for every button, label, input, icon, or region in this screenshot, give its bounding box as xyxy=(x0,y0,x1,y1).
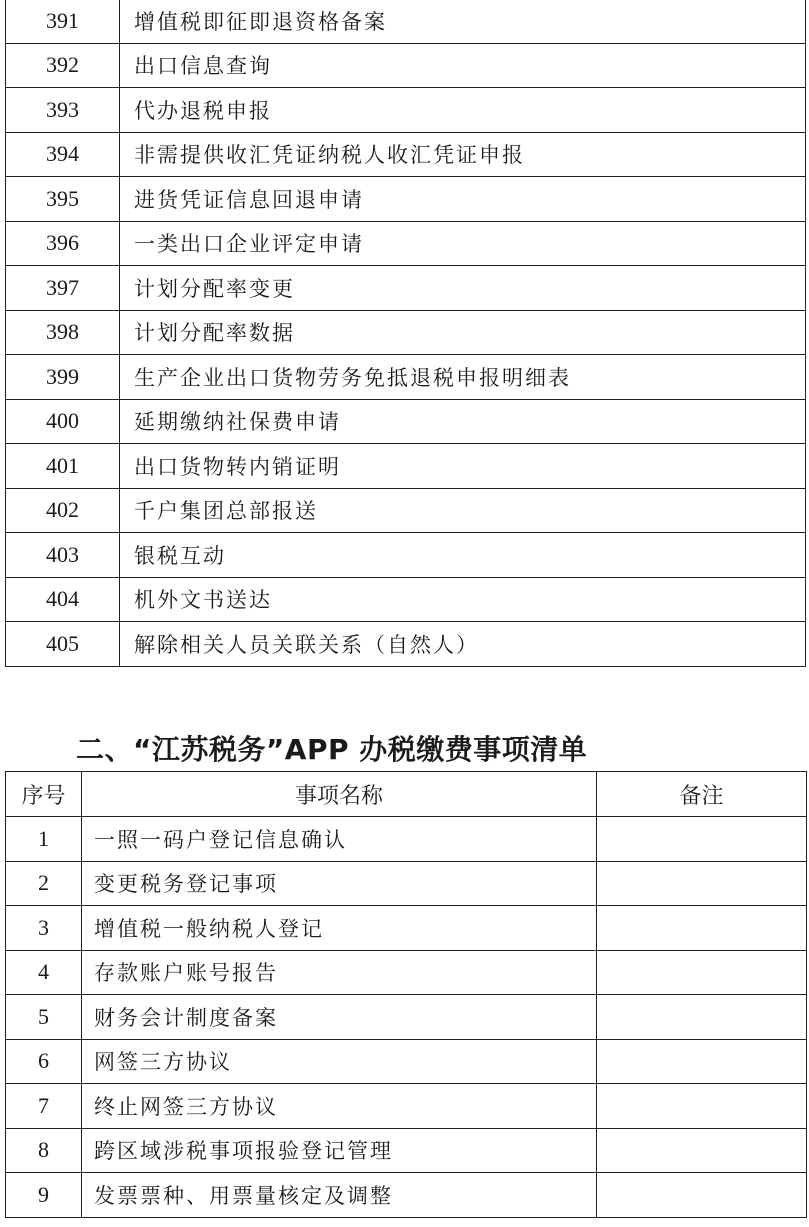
row-number: 400 xyxy=(6,399,120,444)
item-name: 终止网签三方协议 xyxy=(82,1084,597,1129)
remark-cell xyxy=(597,817,807,862)
row-number: 6 xyxy=(6,1039,82,1084)
item-name: 出口货物转内销证明 xyxy=(120,444,806,489)
table-row xyxy=(6,950,807,995)
item-name: 解除相关人员关联关系（自然人） xyxy=(120,622,806,667)
row-number: 399 xyxy=(6,355,120,400)
table-row xyxy=(6,177,806,222)
item-name: 计划分配率数据 xyxy=(120,310,806,355)
row-number: 398 xyxy=(6,310,120,355)
row-number: 8 xyxy=(6,1128,82,1173)
table-row xyxy=(6,221,806,266)
row-number: 392 xyxy=(6,43,120,88)
item-name: 代办退税申报 xyxy=(120,88,806,133)
table-row xyxy=(6,533,806,578)
item-name: 进货凭证信息回退申请 xyxy=(120,177,806,222)
item-name: 非需提供收汇凭证纳税人收汇凭证申报 xyxy=(120,132,806,177)
remark-cell xyxy=(597,1173,807,1218)
section-heading: 二、“江苏税务”APP 办税缴费事项清单 xyxy=(76,733,588,766)
item-name: 生产企业出口货物劳务免抵退税申报明细表 xyxy=(120,355,806,400)
item-name: 网签三方协议 xyxy=(82,1039,597,1084)
table-row xyxy=(6,577,806,622)
table-row xyxy=(6,861,807,906)
table-row xyxy=(6,488,806,533)
row-number: 7 xyxy=(6,1084,82,1129)
table-row xyxy=(6,0,806,43)
item-name: 财务会计制度备案 xyxy=(82,995,597,1040)
remark-cell xyxy=(597,906,807,951)
row-number: 395 xyxy=(6,177,120,222)
item-name: 银税互动 xyxy=(120,533,806,578)
header-remark: 备注 xyxy=(597,772,807,817)
table-header-row xyxy=(6,772,807,817)
row-number: 5 xyxy=(6,995,82,1040)
table-row xyxy=(6,266,806,311)
service-list-table-continued xyxy=(5,0,806,667)
row-number: 391 xyxy=(6,0,120,43)
item-name: 变更税务登记事项 xyxy=(82,861,597,906)
item-name: 一类出口企业评定申请 xyxy=(120,221,806,266)
table-row xyxy=(6,444,806,489)
row-number: 2 xyxy=(6,861,82,906)
row-number: 1 xyxy=(6,817,82,862)
table-row xyxy=(6,622,806,667)
row-number: 405 xyxy=(6,622,120,667)
table-row xyxy=(6,43,806,88)
item-name: 出口信息查询 xyxy=(120,43,806,88)
item-name: 发票票种、用票量核定及调整 xyxy=(82,1173,597,1218)
table-row xyxy=(6,310,806,355)
item-name: 延期缴纳社保费申请 xyxy=(120,399,806,444)
table-row xyxy=(6,88,806,133)
row-number: 401 xyxy=(6,444,120,489)
header-item-name: 事项名称 xyxy=(82,772,597,817)
row-number: 402 xyxy=(6,488,120,533)
item-name: 跨区域涉税事项报验登记管理 xyxy=(82,1128,597,1173)
row-number: 4 xyxy=(6,950,82,995)
row-number: 403 xyxy=(6,533,120,578)
table-row xyxy=(6,355,806,400)
row-number: 404 xyxy=(6,577,120,622)
table-row xyxy=(6,399,806,444)
item-name: 存款账户账号报告 xyxy=(82,950,597,995)
remark-cell xyxy=(597,1084,807,1129)
table-row xyxy=(6,1173,807,1218)
remark-cell xyxy=(597,995,807,1040)
table-row xyxy=(6,995,807,1040)
row-number: 393 xyxy=(6,88,120,133)
item-name: 增值税即征即退资格备案 xyxy=(120,0,806,43)
table-row xyxy=(6,817,807,862)
table-row xyxy=(6,1084,807,1129)
row-number: 9 xyxy=(6,1173,82,1218)
row-number: 3 xyxy=(6,906,82,951)
row-number: 394 xyxy=(6,132,120,177)
remark-cell xyxy=(597,1039,807,1084)
row-number: 397 xyxy=(6,266,120,311)
item-name: 增值税一般纳税人登记 xyxy=(82,906,597,951)
row-number: 396 xyxy=(6,221,120,266)
remark-cell xyxy=(597,861,807,906)
table-row xyxy=(6,1128,807,1173)
table-row xyxy=(6,132,806,177)
remark-cell xyxy=(597,950,807,995)
remark-cell xyxy=(597,1128,807,1173)
item-name: 一照一码户登记信息确认 xyxy=(82,817,597,862)
app-service-list-table xyxy=(5,771,807,1218)
item-name: 机外文书送达 xyxy=(120,577,806,622)
item-name: 千户集团总部报送 xyxy=(120,488,806,533)
table-row xyxy=(6,906,807,951)
header-number: 序号 xyxy=(6,772,82,817)
table-row xyxy=(6,1039,807,1084)
item-name: 计划分配率变更 xyxy=(120,266,806,311)
